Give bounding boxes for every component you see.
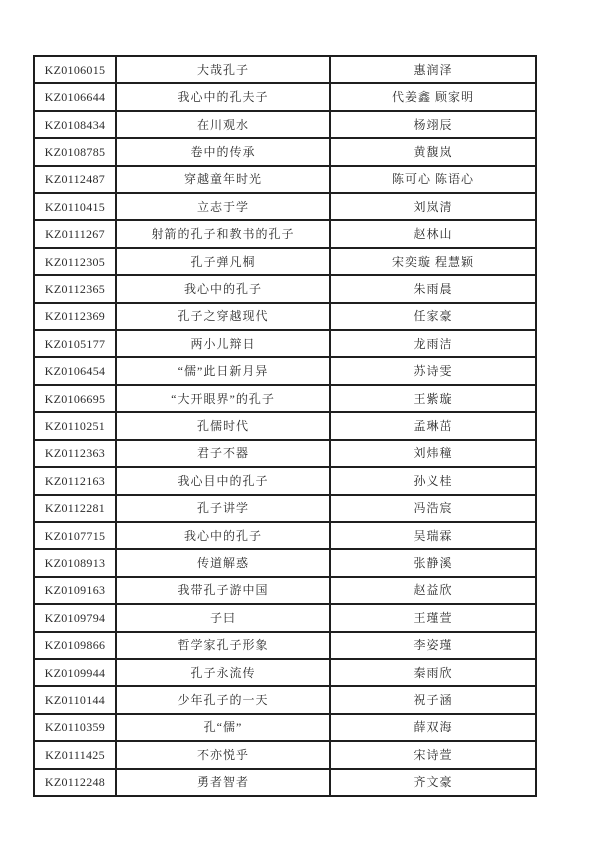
entry-id-cell: KZ0112363 <box>34 440 116 467</box>
entry-authors-cell: 惠润泽 <box>330 56 536 83</box>
entry-title-cell: 少年孔子的一天 <box>116 686 330 713</box>
table-row <box>34 385 536 412</box>
entry-authors-cell: 孟琳茁 <box>330 412 536 439</box>
entry-title-cell: 大哉孔子 <box>116 56 330 83</box>
entry-authors-cell: 祝子涵 <box>330 686 536 713</box>
table-row <box>34 440 536 467</box>
entry-id-cell: KZ0112365 <box>34 275 116 302</box>
entry-authors-cell: 王瑾萱 <box>330 604 536 631</box>
table-row <box>34 741 536 768</box>
entry-authors-cell: 赵林山 <box>330 220 536 247</box>
table-row <box>34 248 536 275</box>
entry-id-cell: KZ0107715 <box>34 522 116 549</box>
entry-id-cell: KZ0106644 <box>34 83 116 110</box>
entry-title-cell: 我心中的孔子 <box>116 275 330 302</box>
table-row <box>34 769 536 796</box>
entry-id-cell: KZ0110251 <box>34 412 116 439</box>
entry-title-cell: “大开眼界”的孔子 <box>116 385 330 412</box>
entry-id-cell: KZ0110359 <box>34 714 116 741</box>
entry-authors-cell: 代姜鑫 顾家明 <box>330 83 536 110</box>
table-body <box>34 56 536 796</box>
entry-authors-cell: 宋诗萱 <box>330 741 536 768</box>
entry-id-cell: KZ0106695 <box>34 385 116 412</box>
entry-authors-cell: 李姿瑾 <box>330 632 536 659</box>
entry-id-cell: KZ0108434 <box>34 111 116 138</box>
entry-title-cell: 两小儿辩日 <box>116 330 330 357</box>
entry-title-cell: 在川观水 <box>116 111 330 138</box>
entry-title-cell: 孔儒时代 <box>116 412 330 439</box>
entry-title-cell: 射箭的孔子和教书的孔子 <box>116 220 330 247</box>
entry-title-cell: “儒”此日新月异 <box>116 357 330 384</box>
table-row <box>34 357 536 384</box>
entry-id-cell: KZ0109944 <box>34 659 116 686</box>
entry-id-cell: KZ0112369 <box>34 303 116 330</box>
entry-authors-cell: 宋奕璇 程慧颖 <box>330 248 536 275</box>
entry-authors-cell: 王紫璇 <box>330 385 536 412</box>
entry-title-cell: 不亦悦乎 <box>116 741 330 768</box>
entry-id-cell: KZ0112281 <box>34 495 116 522</box>
table-row <box>34 495 536 522</box>
table-row <box>34 549 536 576</box>
table-row <box>34 166 536 193</box>
entry-title-cell: 哲学家孔子形象 <box>116 632 330 659</box>
entry-title-cell: 穿越童年时光 <box>116 166 330 193</box>
entry-id-cell: KZ0105177 <box>34 330 116 357</box>
table-row <box>34 412 536 439</box>
entry-id-cell: KZ0110415 <box>34 193 116 220</box>
entry-id-cell: KZ0112163 <box>34 467 116 494</box>
entry-id-cell: KZ0106015 <box>34 56 116 83</box>
table-row <box>34 659 536 686</box>
entry-authors-cell: 齐文豪 <box>330 769 536 796</box>
entry-authors-cell: 朱雨晨 <box>330 275 536 302</box>
table-row <box>34 111 536 138</box>
table-row <box>34 686 536 713</box>
table-row <box>34 632 536 659</box>
entry-authors-cell: 张静溪 <box>330 549 536 576</box>
entry-title-cell: 勇者智者 <box>116 769 330 796</box>
table-row <box>34 303 536 330</box>
entry-title-cell: 孔子讲学 <box>116 495 330 522</box>
table-row <box>34 714 536 741</box>
entry-title-cell: 孔“儒” <box>116 714 330 741</box>
entry-authors-cell: 刘岚清 <box>330 193 536 220</box>
submissions-table <box>33 55 537 797</box>
table-row <box>34 330 536 357</box>
entry-title-cell: 卷中的传承 <box>116 138 330 165</box>
entry-id-cell: KZ0109794 <box>34 604 116 631</box>
entry-id-cell: KZ0109866 <box>34 632 116 659</box>
entry-authors-cell: 吴瑞霖 <box>330 522 536 549</box>
table-row <box>34 577 536 604</box>
entry-id-cell: KZ0112487 <box>34 166 116 193</box>
entry-title-cell: 传道解惑 <box>116 549 330 576</box>
entry-authors-cell: 任家豪 <box>330 303 536 330</box>
entry-id-cell: KZ0108785 <box>34 138 116 165</box>
entry-title-cell: 我心中的孔夫子 <box>116 83 330 110</box>
table-row <box>34 193 536 220</box>
entry-id-cell: KZ0110144 <box>34 686 116 713</box>
entry-id-cell: KZ0112248 <box>34 769 116 796</box>
entry-authors-cell: 龙雨洁 <box>330 330 536 357</box>
entry-id-cell: KZ0106454 <box>34 357 116 384</box>
entry-title-cell: 孔子永流传 <box>116 659 330 686</box>
entry-title-cell: 孔子弹凡桐 <box>116 248 330 275</box>
entry-id-cell: KZ0111425 <box>34 741 116 768</box>
entry-authors-cell: 冯浩宸 <box>330 495 536 522</box>
entry-title-cell: 我心目中的孔子 <box>116 467 330 494</box>
entry-authors-cell: 苏诗雯 <box>330 357 536 384</box>
entry-title-cell: 我心中的孔子 <box>116 522 330 549</box>
table-row <box>34 56 536 83</box>
entry-id-cell: KZ0108913 <box>34 549 116 576</box>
entry-authors-cell: 薛双海 <box>330 714 536 741</box>
table-row <box>34 83 536 110</box>
entry-authors-cell: 陈可心 陈语心 <box>330 166 536 193</box>
entry-title-cell: 子曰 <box>116 604 330 631</box>
entry-title-cell: 君子不器 <box>116 440 330 467</box>
entry-title-cell: 孔子之穿越现代 <box>116 303 330 330</box>
entry-id-cell: KZ0112305 <box>34 248 116 275</box>
entry-authors-cell: 赵益欣 <box>330 577 536 604</box>
table-row <box>34 522 536 549</box>
entry-authors-cell: 杨翊辰 <box>330 111 536 138</box>
table-row <box>34 138 536 165</box>
entry-authors-cell: 孙义桂 <box>330 467 536 494</box>
table-row <box>34 220 536 247</box>
entry-id-cell: KZ0111267 <box>34 220 116 247</box>
entry-authors-cell: 刘炜穜 <box>330 440 536 467</box>
table-row <box>34 467 536 494</box>
entry-authors-cell: 黄馥岚 <box>330 138 536 165</box>
entry-authors-cell: 秦雨欣 <box>330 659 536 686</box>
entry-id-cell: KZ0109163 <box>34 577 116 604</box>
table-row <box>34 604 536 631</box>
entry-title-cell: 立志于学 <box>116 193 330 220</box>
table-row <box>34 275 536 302</box>
entry-title-cell: 我带孔子游中国 <box>116 577 330 604</box>
